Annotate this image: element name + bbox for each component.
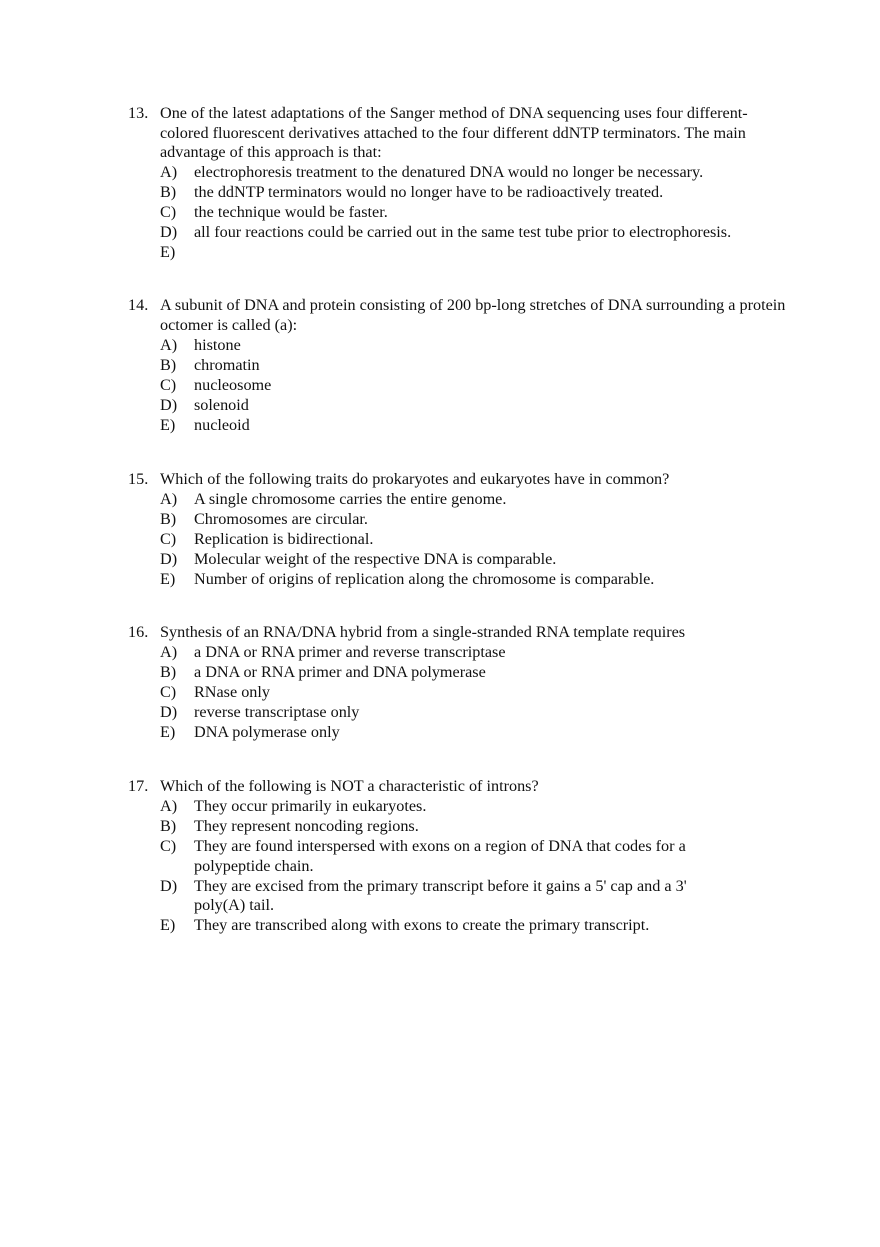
option-letter: A) [160, 797, 178, 815]
option-letter: D) [160, 395, 178, 414]
option-text: solenoid [194, 395, 249, 414]
question-stem: Which of the following traits do prokaryotes and eukaryotes have in common? [160, 470, 670, 488]
answer-option-b [128, 663, 778, 683]
question-number: 14. [128, 296, 149, 314]
option-letter: B) [160, 663, 177, 682]
option-letter: B) [160, 510, 177, 529]
option-letter: D) [160, 703, 178, 722]
question-header [128, 296, 788, 335]
answer-option-a [128, 163, 788, 183]
answer-option-a [128, 643, 778, 663]
answer-option-b [128, 817, 738, 837]
option-letter: C) [160, 837, 177, 856]
answer-option-d [128, 877, 738, 916]
answer-options [128, 797, 738, 936]
answer-options [128, 163, 788, 263]
option-text: They are excised from the primary transcript before it gains a 5' cap and a 3' poly(A) tail. [194, 876, 687, 915]
answer-option-e [128, 723, 778, 743]
option-text: electrophoresis treatment to the denatured DNA would no longer be necessary. [194, 163, 704, 181]
option-letter: A) [160, 490, 178, 508]
question-stem: Which of the following is NOT a characteristic of introns? [160, 777, 539, 795]
answer-option-c [128, 530, 778, 550]
answer-option-c [128, 683, 778, 703]
question-number: 17. [128, 777, 149, 795]
question-number: 16. [128, 623, 149, 641]
option-text: histone [194, 335, 241, 354]
option-text: a DNA or RNA primer and DNA polymerase [194, 663, 486, 682]
option-text: chromatin [194, 355, 260, 374]
answer-options [128, 643, 778, 743]
option-letter: E) [160, 243, 176, 262]
option-text: They are transcribed along with exons to create the primary transcript. [194, 916, 650, 935]
question-16 [128, 623, 778, 743]
question-header [128, 470, 778, 490]
answer-option-d [128, 223, 788, 243]
answer-option-e [128, 916, 738, 936]
answer-option-e [128, 243, 788, 263]
answer-option-d [128, 703, 778, 723]
answer-option-e [128, 416, 788, 436]
option-text: Number of origins of replication along the chromosome is comparable. [194, 570, 655, 589]
option-letter: A) [160, 335, 178, 354]
option-letter: C) [160, 203, 177, 222]
question-header [128, 623, 778, 643]
option-letter: E) [160, 916, 176, 935]
option-letter: C) [160, 683, 177, 702]
question-14 [128, 296, 788, 436]
answer-option-c [128, 837, 738, 876]
option-text: They represent noncoding regions. [194, 817, 419, 836]
option-letter: E) [160, 415, 176, 434]
answer-option-b [128, 183, 788, 203]
answer-options [128, 490, 778, 590]
question-header [128, 104, 788, 163]
answer-option-b [128, 510, 778, 530]
question-header [128, 777, 738, 797]
option-text: Chromosomes are circular. [194, 510, 368, 529]
option-letter: B) [160, 817, 177, 836]
option-text: nucleoid [194, 415, 250, 434]
option-text: A single chromosome carries the entire genome. [194, 490, 507, 508]
question-stem: One of the latest adaptations of the Sanger method of DNA sequencing uses four different-colored fluorescent derivatives attached to the four different ddNTP terminators. The main advantage of this approach is that: [160, 104, 748, 161]
question-number: 15. [128, 470, 149, 488]
answer-option-c [128, 203, 788, 223]
answer-option-a [128, 490, 778, 510]
option-letter: D) [160, 550, 178, 569]
option-text: nucleosome [194, 375, 272, 394]
option-text: They occur primarily in eukaryotes. [194, 797, 427, 815]
answer-option-e [128, 570, 778, 590]
question-17 [128, 777, 738, 936]
option-text: a DNA or RNA primer and reverse transcriptase [194, 643, 506, 661]
answer-option-c [128, 376, 788, 396]
answer-option-a [128, 797, 738, 817]
option-letter: A) [160, 163, 178, 181]
option-letter: B) [160, 355, 177, 374]
option-letter: A) [160, 643, 178, 661]
option-text: They are found interspersed with exons on a region of DNA that codes for a polypeptide chain. [194, 837, 686, 875]
question-stem: Synthesis of an RNA/DNA hybrid from a single-stranded RNA template requires [160, 623, 686, 641]
option-text: the ddNTP terminators would no longer have to be radioactively treated. [194, 183, 664, 202]
option-text: the technique would be faster. [194, 203, 388, 222]
question-15 [128, 470, 778, 590]
answer-option-a [128, 336, 788, 356]
option-letter: C) [160, 530, 177, 549]
answer-option-d [128, 550, 778, 570]
question-stem: A subunit of DNA and protein consisting of 200 bp-long stretches of DNA surrounding a protein octomer is called (a): [160, 296, 786, 334]
question-13 [128, 104, 788, 263]
option-text: reverse transcriptase only [194, 703, 360, 722]
option-text: all four reactions could be carried out in the same test tube prior to electrophoresis. [194, 223, 732, 242]
option-text: Molecular weight of the respective DNA is comparable. [194, 550, 557, 569]
option-letter: D) [160, 223, 178, 242]
answer-option-b [128, 356, 788, 376]
answer-option-d [128, 396, 788, 416]
option-letter: E) [160, 570, 176, 589]
option-text: DNA polymerase only [194, 723, 340, 742]
option-letter: E) [160, 723, 176, 742]
option-letter: C) [160, 375, 177, 394]
question-number: 13. [128, 104, 149, 122]
option-text: RNase only [194, 683, 270, 702]
option-letter: B) [160, 183, 177, 202]
option-letter: D) [160, 876, 178, 895]
option-text: Replication is bidirectional. [194, 530, 374, 549]
answer-options [128, 336, 788, 436]
